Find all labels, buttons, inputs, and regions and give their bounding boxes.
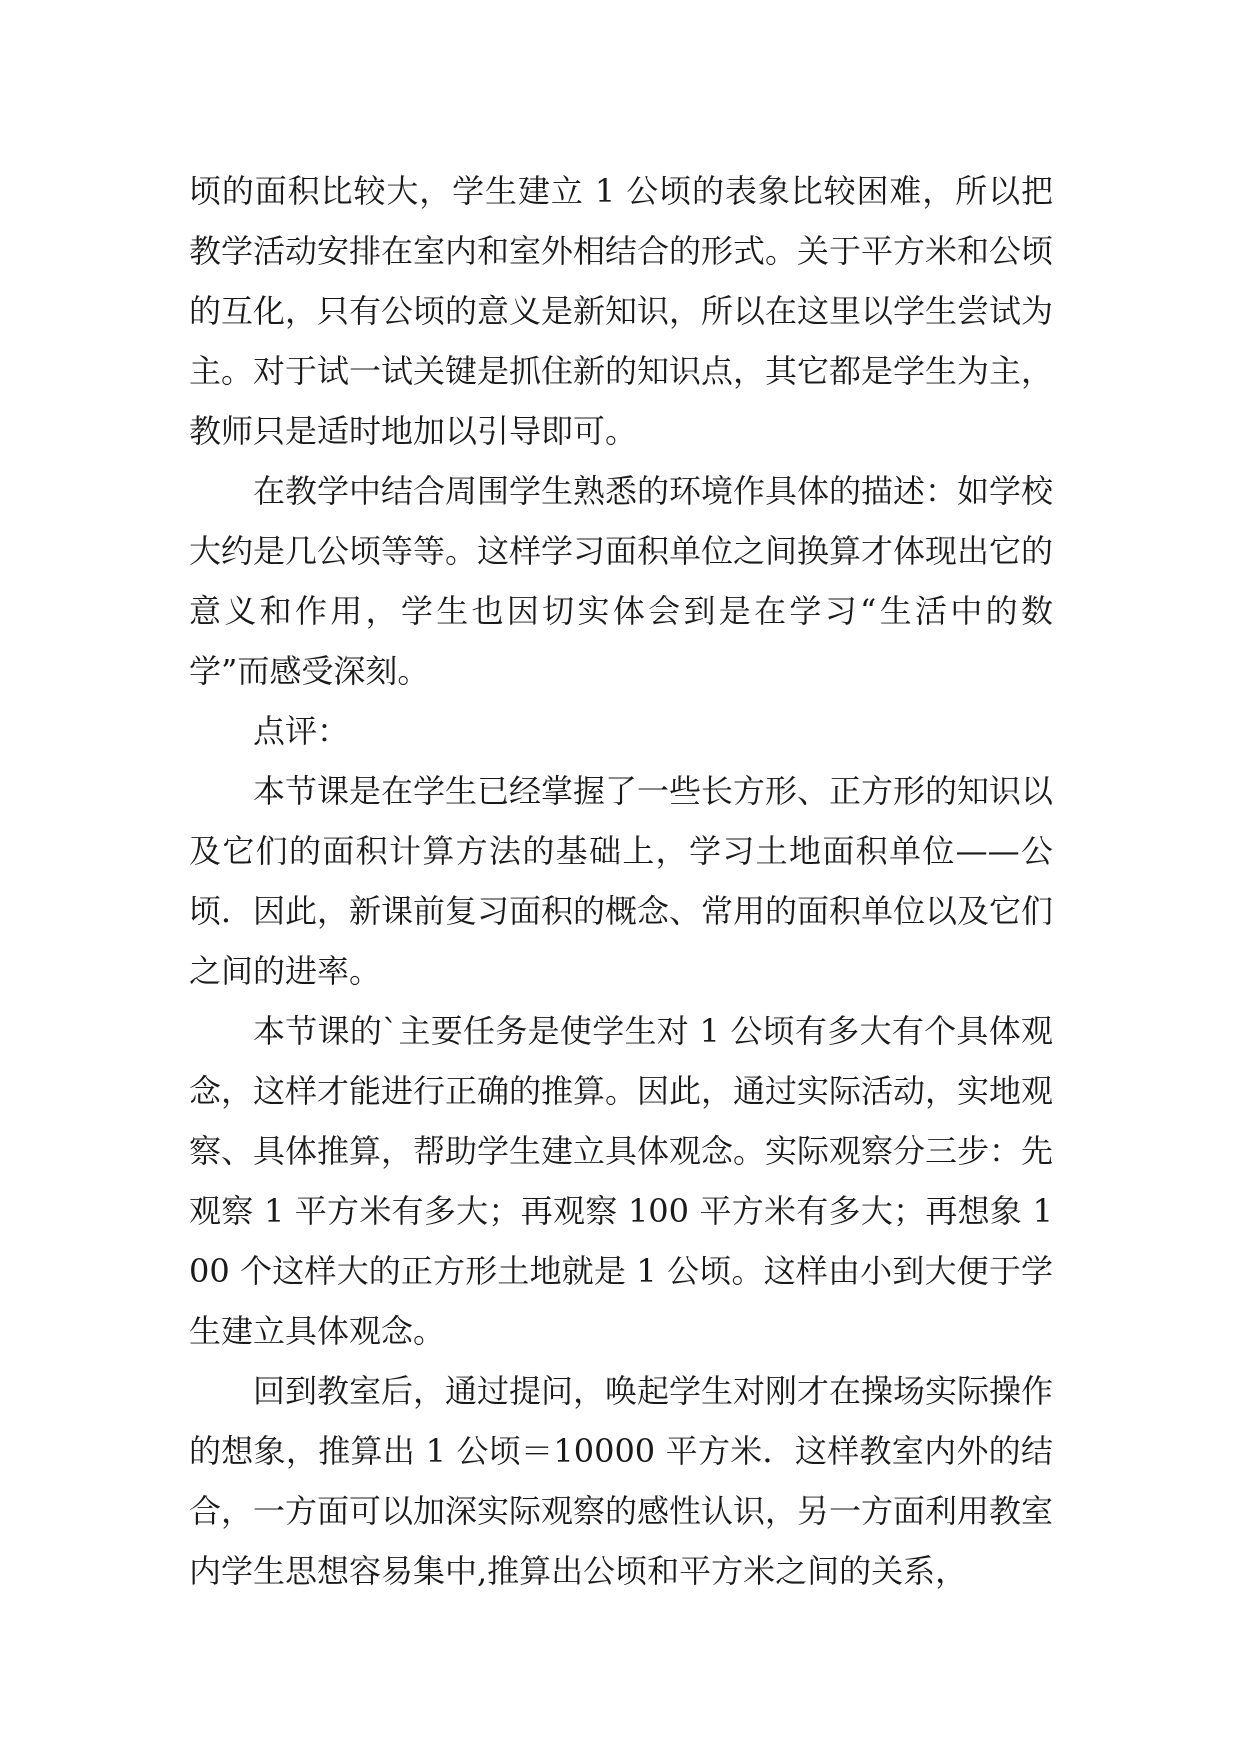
body-text	[189, 161, 1053, 1601]
paragraph: 本节课的`主要任务是使学生对 1 公顷有多大有个具体观念，这样才能进行正确的推算。因此，通过实际活动，实地观察、具体推算，帮助学生建立具体观念。实际观察分三步：先观察 1 平方米有多大；再观察 100 平方米有多大；再想象 100 个这样大的正方形土地就是 1 公顷。这样由小到大便于学生建立具体观念。	[189, 1012, 1054, 1350]
paragraph: 本节课是在学生已经掌握了一些长方形、正方形的知识以及它们的面积计算方法的基础上，学习土地面积单位——公顷．因此，新课前复习面积的概念、常用的面积单位以及它们之间的进率。	[189, 772, 1054, 990]
paragraph-continued: 顷的面积比较大，学生建立 1 公顷的表象比较困难，所以把教学活动安排在室内和室外相结合的形式。关于平方米和公顷的互化，只有公顷的意义是新知识，所以在这里以学生尝试为主。对于试一试关键是抓住新的知识点，其它都是学生为主，教师只是适时地加以引导即可。	[189, 172, 1054, 450]
paragraph: 回到教室后，通过提问，唤起学生对刚才在操场实际操作的想象，推算出 1 公顷＝10000 平方米．这样教室内外的结合，一方面可以加深实际观察的感性认识，另一方面利用教室内学生思想容易集中,推算出公顷和平方米之间的关系，	[189, 1372, 1054, 1590]
comment-heading: 点评：	[253, 712, 350, 750]
paragraph: 在教学中结合周围学生熟悉的环境作具体的描述：如学校大约是几公顷等等。这样学习面积单位之间换算才体现出它的意义和作用，学生也因切实体会到是在学习“生活中的数学”而感受深刻。	[189, 472, 1054, 690]
